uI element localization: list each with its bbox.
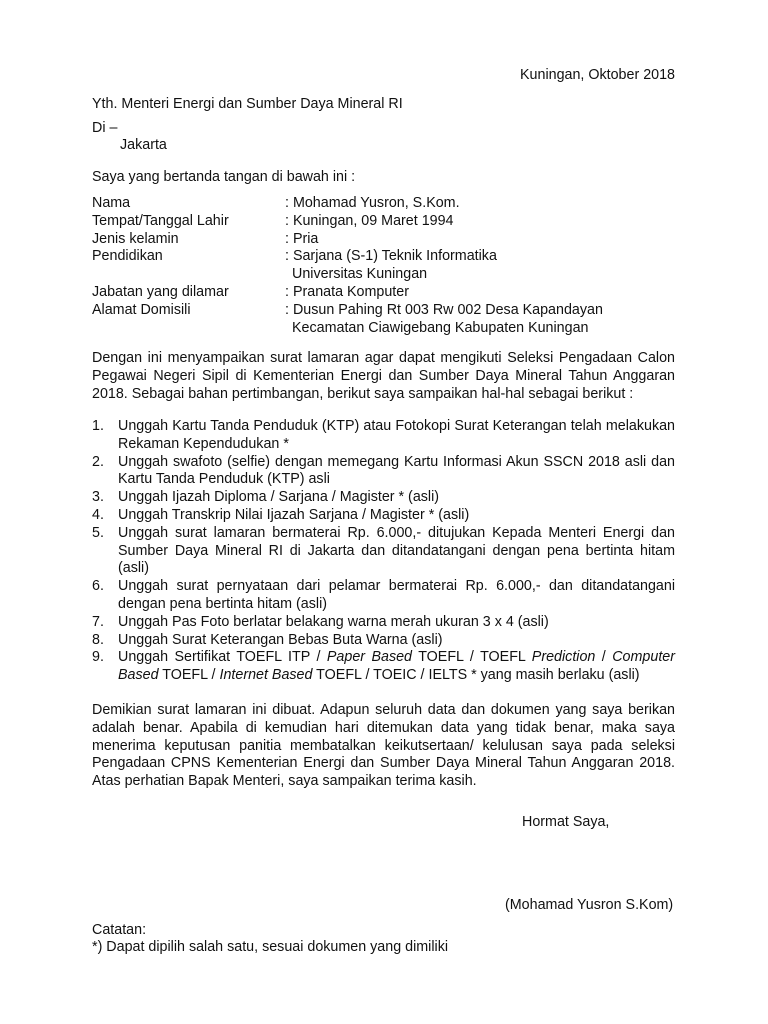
item-text: Unggah Transkrip Nilai Ijazah Sarjana / Magister * (asli) <box>118 506 470 523</box>
signature-name: (Mohamad Yusron S.Kom) <box>505 897 674 913</box>
item-number: 2. <box>92 453 104 470</box>
closing-paragraph: Demikian surat lamaran ini dibuat. Adapun seluruh data dan dokumen yang saya berikan adalah benar. Apabila di kemudian hari ditemukan data yang tidak benar, maka saya menerima keputusan panitia membatalkan keikutsertaan/ kelulusan saya pada seleksi Pengadaan CPNS Kementerian Energi dan Sumber Daya Mineral Tahun Anggaran 2018. Atas perhatian Bapak Menteri, saya sampaikan terima kasih. <box>92 702 675 790</box>
item-text: Unggah Surat Keterangan Bebas Buta Warna (asli) <box>118 631 443 648</box>
field-value-continued: Kecamatan Ciawigebang Kabupaten Kuningan <box>292 319 589 336</box>
list-item <box>92 489 675 507</box>
item-text: Unggah swafoto (selfie) dengan memegang Kartu Informasi Akun SSCN 2018 asli dan Kartu Tanda Penduduk (KTP) asli <box>118 453 675 488</box>
field-label: Alamat Domisili <box>92 301 191 318</box>
note-text: *) Dapat dipilih salah satu, sesuai dokumen yang dimiliki <box>92 939 449 955</box>
field-row <box>92 231 675 249</box>
field-value-continued: Universitas Kuningan <box>292 266 428 283</box>
field-value: : Sarjana (S-1) Teknik Informatika <box>285 248 497 265</box>
field-label: Tempat/Tanggal Lahir <box>92 212 229 229</box>
item-number: 8. <box>92 631 104 648</box>
list-item <box>92 578 675 614</box>
field-row <box>92 284 675 302</box>
opening-paragraph: Dengan ini menyampaikan surat lamaran agar dapat mengikuti Seleksi Pengadaan Calon Pegawai Negeri Sipil di Kementerian Energi dan Sumber Daya Mineral Tahun Anggaran 2018. Sebagai bahan pertimbangan, berikut saya sampaikan hal-hal sebagai berikut : <box>92 350 675 402</box>
item-text: Unggah surat lamaran bermaterai Rp. 6.000,- ditujukan Kepada Menteri Energi dan Sumber Daya Mineral RI di Jakarta dan ditandatangani dengan pena bertinta hitam (asli) <box>118 524 675 577</box>
item-number: 3. <box>92 489 104 506</box>
text-segment: TOEFL / TOEIC / IELTS * yang masih berlaku (asli) <box>312 667 640 684</box>
item-text: Unggah Kartu Tanda Penduduk (KTP) atau Fotokopi Surat Keterangan telah melakukan Rekaman Kependudukan * <box>118 418 675 452</box>
field-value: : Kuningan, 09 Maret 1994 <box>285 212 454 229</box>
di-label: Di – <box>92 120 118 136</box>
text-segment: / <box>595 649 613 666</box>
list-item <box>92 507 675 525</box>
list-item <box>92 454 675 490</box>
field-value: : Pria <box>285 230 319 247</box>
field-row <box>92 195 675 213</box>
field-label: Pendidikan <box>92 248 163 265</box>
item-text: Unggah Ijazah Diploma / Sarjana / Magister * (asli) <box>118 489 440 506</box>
closing-salutation: Hormat Saya, <box>522 814 610 830</box>
list-item <box>92 525 675 578</box>
item-text <box>118 649 675 685</box>
item-number: 4. <box>92 506 104 523</box>
field-row <box>92 248 675 266</box>
item-number: 6. <box>92 578 104 595</box>
list-item <box>92 632 675 650</box>
field-value: : Pranata Komputer <box>285 283 409 300</box>
list-item <box>92 418 675 454</box>
italic-segment: Internet Based <box>219 667 313 684</box>
list-item <box>92 649 675 685</box>
recipient-city: Jakarta <box>120 137 167 153</box>
text-segment: TOEFL / <box>158 667 220 684</box>
intro-text: Saya yang bertanda tangan di bawah ini : <box>92 169 356 185</box>
list-item <box>92 614 675 632</box>
item-text: Unggah surat pernyataan dari pelamar bermaterai Rp. 6.000,- dan ditandatangani dengan pena bertinta hitam (asli) <box>118 578 675 612</box>
text-segment: TOEFL / TOEFL <box>412 649 532 666</box>
item-number: 5. <box>92 524 104 541</box>
field-value: : Dusun Pahing Rt 003 Rw 002 Desa Kapandayan <box>285 301 603 318</box>
letter-date: Kuningan, Oktober 2018 <box>520 67 675 83</box>
item-number: 7. <box>92 613 104 630</box>
field-label: Jabatan yang dilamar <box>92 283 229 300</box>
note-title: Catatan: <box>92 922 147 938</box>
item-text: Unggah Pas Foto berlatar belakang warna merah ukuran 3 x 4 (asli) <box>118 613 549 630</box>
item-number: 1. <box>92 418 104 434</box>
field-label: Nama <box>92 195 131 211</box>
text-segment: Unggah Sertifikat TOEFL ITP / <box>118 649 327 666</box>
field-row <box>92 213 675 231</box>
requirements-list <box>92 418 675 685</box>
applicant-details <box>92 195 675 337</box>
field-row <box>92 302 675 320</box>
field-label: Jenis kelamin <box>92 230 179 247</box>
field-value: : Mohamad Yusron, S.Kom. <box>285 195 460 211</box>
italic-segment: Prediction <box>531 649 596 666</box>
recipient: Yth. Menteri Energi dan Sumber Daya Mineral RI <box>92 96 403 112</box>
item-number: 9. <box>92 649 104 666</box>
italic-segment: Paper Based <box>326 649 413 666</box>
italic-segment: Computer Based <box>118 649 676 684</box>
